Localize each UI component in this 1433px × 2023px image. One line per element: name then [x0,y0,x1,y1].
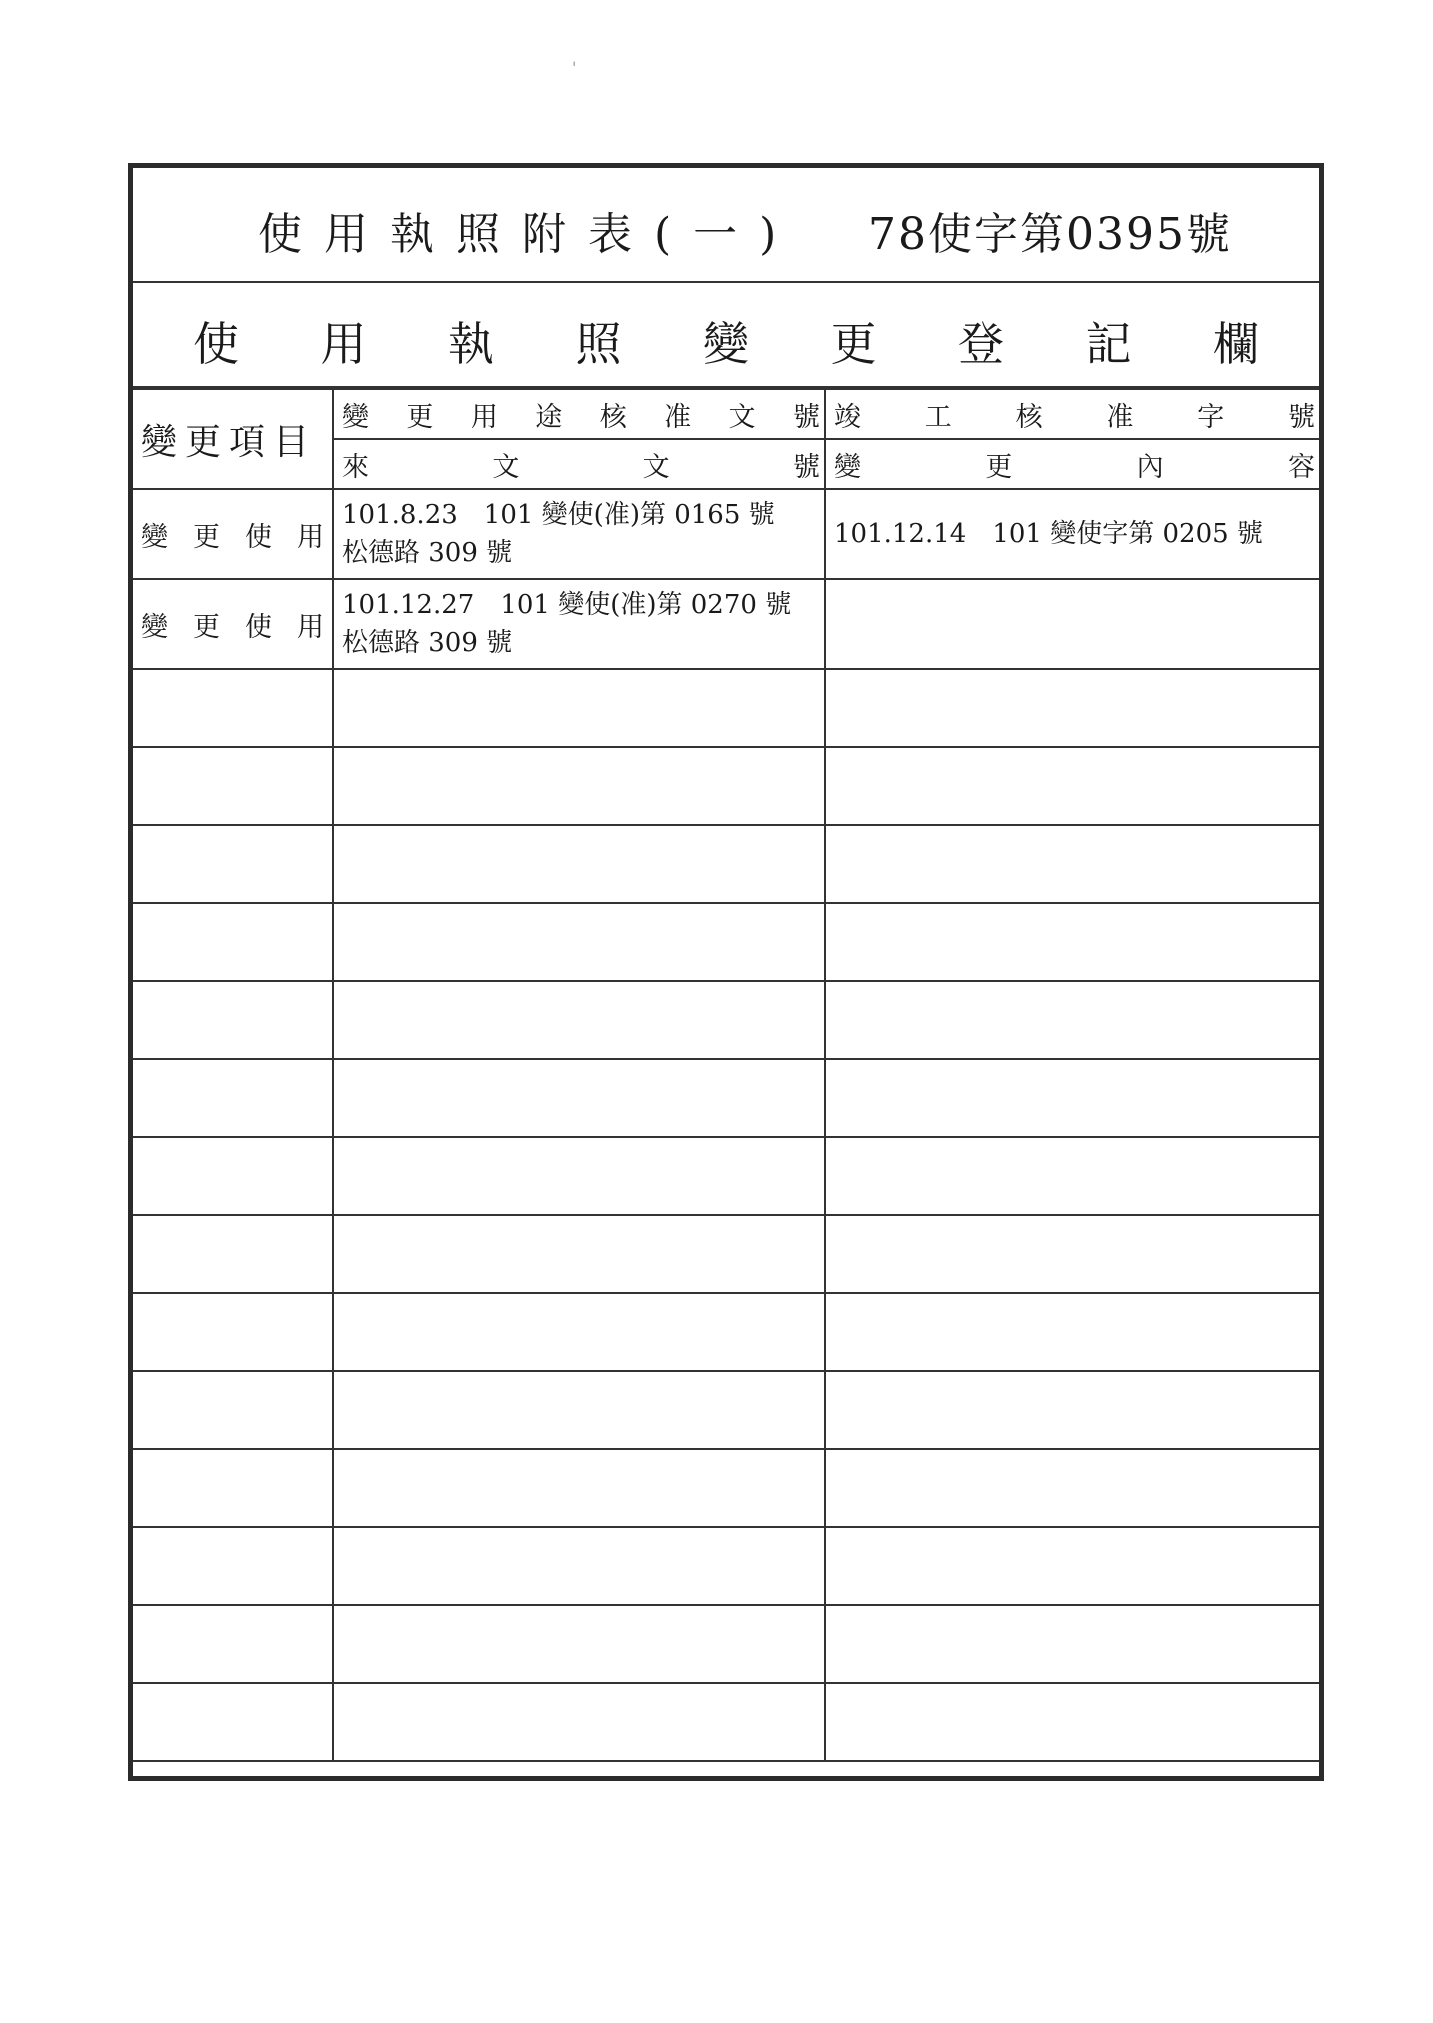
subtitle-char: 記 [1085,317,1132,371]
empty-cell [333,981,825,1059]
empty-cell [333,1293,825,1371]
header-char: 用 [470,401,498,433]
empty-cell [133,1683,333,1761]
header-approval-no [333,389,825,439]
approval-doc-number: 101.12.27 101 變使(准)第 0270 號 [342,590,792,620]
subtitle-char: 使 [193,317,239,371]
empty-table-row [133,1527,1319,1605]
address-line: 松德路 309 號 [342,628,513,658]
empty-cell [133,1215,333,1293]
scan-speck: ' [572,58,577,77]
empty-cell [825,981,1319,1059]
subtitle-char: 執 [448,317,494,371]
license-number: 78使字第0395號 [868,209,1232,260]
empty-table-row [133,903,1319,981]
item-char: 更 [193,611,220,643]
item-char: 用 [297,611,324,643]
header-char: 文 [728,401,756,433]
empty-cell [333,1683,825,1761]
item-char: 更 [193,521,220,553]
empty-cell [333,747,825,825]
empty-cell [825,1449,1319,1527]
item-char: 使 [245,521,272,553]
approval-doc-cell [333,579,825,669]
empty-cell [333,1527,825,1605]
header-char: 容 [1287,451,1315,483]
header-char: 核 [599,401,627,433]
header-char: 內 [1136,451,1164,483]
empty-table-row [133,669,1319,747]
table-row [133,489,1319,579]
empty-table-row [133,981,1319,1059]
license-attachment-form [128,163,1324,1781]
table-row [133,579,1319,669]
empty-cell [133,825,333,903]
empty-cell [333,903,825,981]
header-char: 變 [342,401,369,433]
header-char: 來 [342,451,369,483]
empty-cell [333,1215,825,1293]
empty-table-row [133,1137,1319,1215]
empty-cell [825,669,1319,747]
empty-cell [333,1371,825,1449]
completion-doc-cell [825,579,1319,669]
empty-cell [133,1449,333,1527]
section-heading [193,308,1259,374]
empty-table-row [133,1059,1319,1137]
empty-cell [133,1371,333,1449]
empty-cell [825,1371,1319,1449]
item-char: 變 [141,611,168,643]
change-item-cell [133,489,333,579]
header-char: 工 [924,401,952,433]
empty-cell [825,1215,1319,1293]
empty-cell [825,903,1319,981]
empty-table-row [133,1683,1319,1761]
header-char: 核 [1015,401,1043,433]
header-char: 字 [1197,401,1225,433]
item-char: 使 [245,611,272,643]
header-completion-no [825,389,1319,439]
empty-cell [825,825,1319,903]
address-line: 松德路 309 號 [342,538,513,568]
item-char: 變 [141,521,168,553]
header-char: 准 [664,401,692,433]
header-change-content [825,439,1319,489]
subtitle-char: 欄 [1213,317,1259,371]
empty-cell [133,669,333,747]
change-item-cell [133,579,333,669]
empty-cell [825,1293,1319,1371]
header-char: 文 [492,451,520,483]
empty-cell [333,1137,825,1215]
empty-table-row [133,747,1319,825]
subtitle-char: 更 [830,317,877,371]
empty-cell [825,1527,1319,1605]
empty-cell [133,981,333,1059]
empty-cell [825,747,1319,825]
item-char: 用 [297,521,324,553]
header-change-item: 變更項目 [133,389,333,489]
empty-table-row [133,1215,1319,1293]
empty-table-row [133,825,1319,903]
subtitle-char: 登 [958,317,1004,371]
completion-doc-cell: 101.12.14 101 變使字第 0205 號 [825,489,1319,579]
approval-doc-cell [333,489,825,579]
header-char: 竣 [834,401,861,433]
empty-cell [825,1683,1319,1761]
empty-cell [333,1059,825,1137]
empty-cell [333,1449,825,1527]
empty-cell [133,747,333,825]
header-char: 途 [535,401,563,433]
empty-cell [333,825,825,903]
header-char: 准 [1106,401,1134,433]
empty-table-row [133,1293,1319,1371]
empty-cell [133,903,333,981]
subtitle-char: 照 [575,317,622,371]
empty-cell [133,1605,333,1683]
header-incoming-doc [333,439,825,489]
empty-table-row [133,1371,1319,1449]
empty-cell [825,1059,1319,1137]
title-row [133,168,1319,283]
empty-cell [133,1137,333,1215]
header-char: 文 [642,451,670,483]
header-char: 號 [792,451,820,483]
header-char: 號 [792,401,820,433]
empty-cell [825,1605,1319,1683]
empty-table-row [133,1449,1319,1527]
empty-cell [133,1293,333,1371]
header-char: 號 [1287,401,1315,433]
subtitle-char: 用 [320,317,367,371]
header-char: 更 [985,451,1013,483]
subtitle-char: 變 [703,317,749,371]
subtitle-row [133,283,1319,388]
empty-table-row [133,1605,1319,1683]
empty-cell [333,669,825,747]
approval-doc-number: 101.8.23 101 變使(准)第 0165 號 [342,500,775,530]
header-char: 變 [834,451,861,483]
change-registration-table [133,388,1319,1762]
empty-cell [825,1137,1319,1215]
empty-cell [333,1605,825,1683]
header-char: 更 [406,401,434,433]
form-title: 使用執照附表(一) [258,209,799,260]
empty-cell [133,1527,333,1605]
empty-cell [133,1059,333,1137]
